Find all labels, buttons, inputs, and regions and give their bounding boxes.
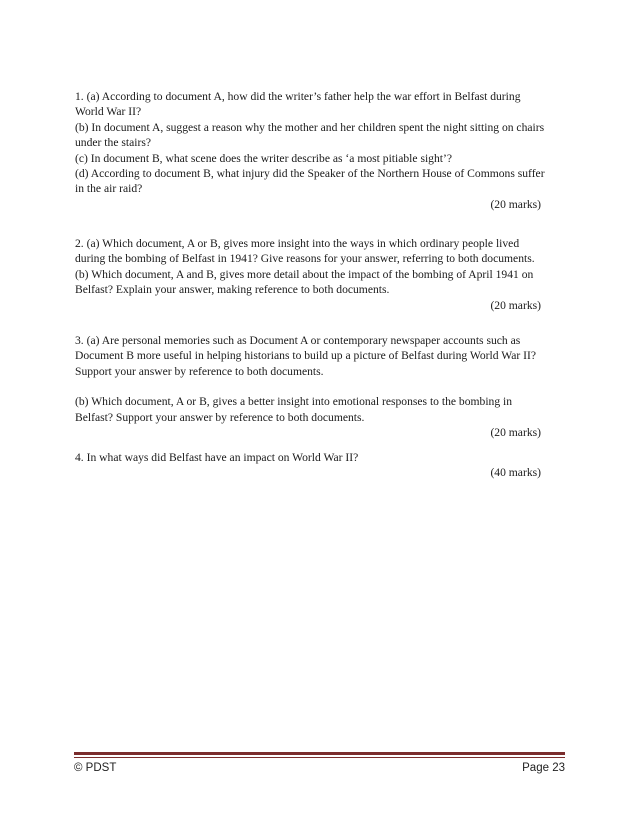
question-1d: (d) According to document B, what injury did the Speaker of the Northern House of Commons suffer in the air raid? — [75, 167, 545, 196]
question-3b: (b) Which document, A or B, gives a better insight into emotional responses to the bombing in Belfast? Support your answer by reference to both documents. — [75, 395, 513, 424]
question-1a: 1. (a) According to document A, how did the writer’s father help the war effort in Belfast during World War II? — [75, 90, 521, 119]
question-1 — [75, 89, 545, 212]
paragraph-gap — [75, 379, 545, 394]
question-4-text: 4. In what ways did Belfast have an impact on World War II? — [75, 451, 359, 464]
question-1-marks: (20 marks) — [490, 197, 541, 211]
question-2-marks: (20 marks) — [490, 298, 541, 312]
question-1b: (b) In document A, suggest a reason why the mother and her children spent the night sitting on chairs under the stairs? — [75, 120, 545, 150]
question-2 — [75, 236, 545, 313]
question-3 — [75, 333, 545, 440]
footer-rule-thin — [74, 757, 565, 758]
question-4-marks: (40 marks) — [490, 466, 541, 480]
question-1c: (c) In document B, what scene does the writer describe as ‘a most pitiable sight’? — [75, 151, 452, 165]
footer-page-number: Page 23 — [522, 762, 565, 774]
footer-copyright: © PDST — [74, 762, 117, 774]
question-4 — [75, 450, 545, 481]
footer-rule-thick — [74, 752, 565, 755]
question-3-marks: (20 marks) — [490, 426, 541, 440]
question-2b: (b) Which document, A and B, gives more detail about the impact of the bombing of April 1941 on Belfast? Explain your answer, making reference to both documents. — [75, 267, 534, 297]
question-2a: 2. (a) Which document, A or B, gives more insight into the ways in which ordinary people lived during the bombing of Belfast in 1941? Give reasons for your answer, referring to both documents. — [75, 237, 535, 266]
question-3a: 3. (a) Are personal memories such as Document A or contemporary newspaper accounts such as Document B more useful in helping historians to build up a picture of Belfast during World War II? Support your answer by reference to both documents. — [75, 334, 537, 378]
